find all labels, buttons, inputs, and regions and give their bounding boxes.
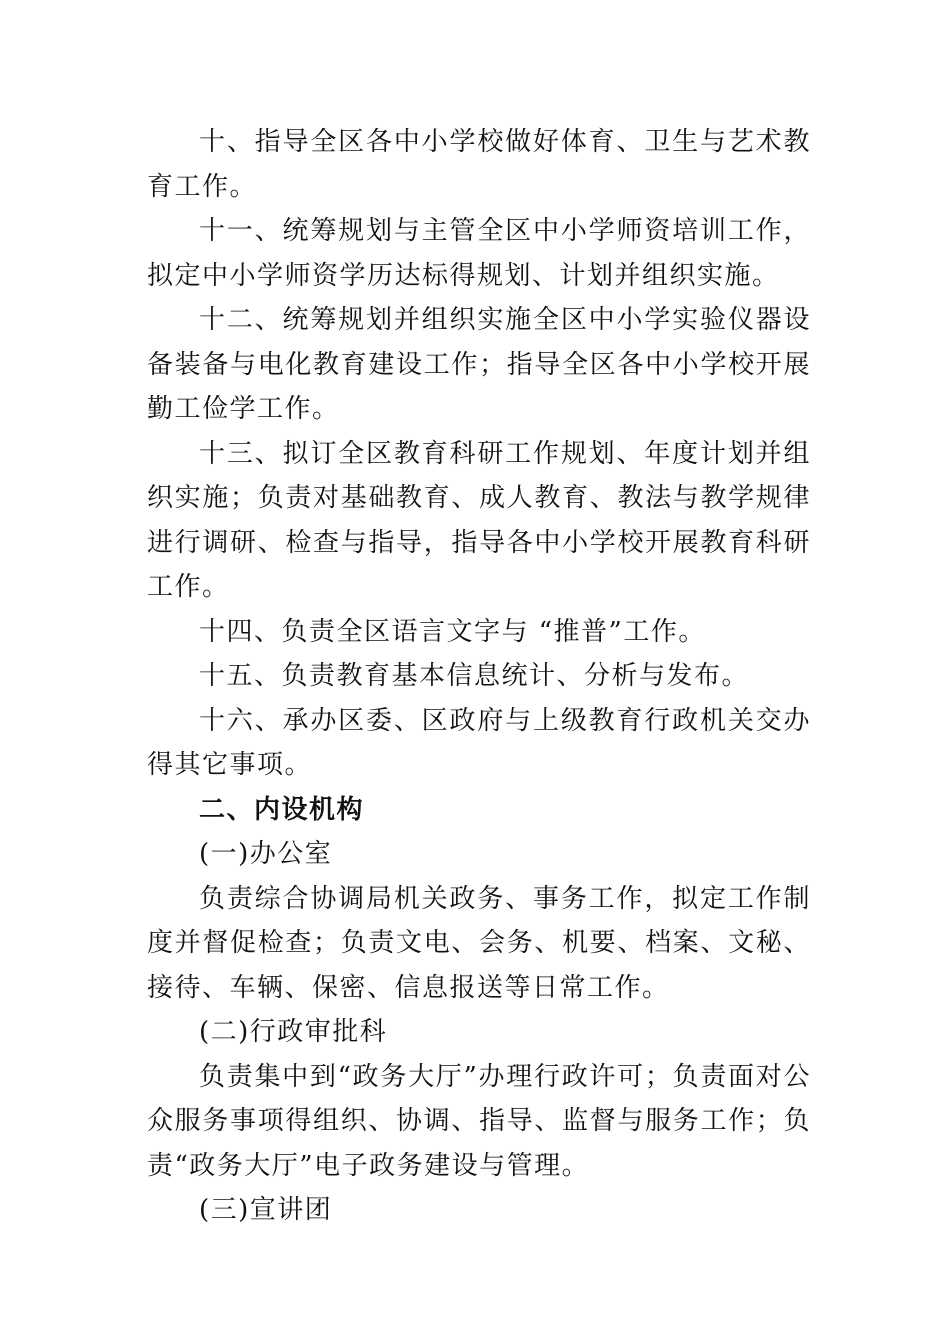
- paragraph-item-12: 十二、统筹规划并组织实施全区中小学实验仪器设备装备与电化教育建设工作；指导全区各中小学校开展勤工俭学工作。: [147, 305, 811, 424]
- paragraph-item-11: 十一、统筹规划与主管全区中小学师资培训工作，拟定中小学师资学历达标得规划、计划并组织实施。: [147, 216, 811, 291]
- subsection-lecture-group: (三)宣讲团: [199, 1195, 333, 1225]
- section-heading: 二、内设机构: [199, 794, 365, 825]
- paragraph-office: 负责综合协调局机关政务、事务工作，拟定工作制度并督促检查；负责文电、会务、机要、档案、文秘、接待、车辆、保密、信息报送等日常工作。: [147, 883, 811, 1003]
- paragraph-item-15: 十五、负责教育基本信息统计、分析与发布。: [199, 661, 750, 691]
- paragraph-item-13: 十三、拟订全区教育科研工作规划、年度计划并组织实施；负责对基础教育、成人教育、教法与教学规律进行调研、检查与指导，指导各中小学校开展教育科研工作。: [147, 438, 811, 602]
- subsection-office: (一)办公室: [199, 839, 333, 869]
- paragraph-item-14: 十四、负责全区语言文字与 “推普”工作。: [199, 616, 706, 647]
- paragraph-item-10: 十、指导全区各中小学校做好体育、卫生与艺术教育工作。: [147, 127, 811, 202]
- subsection-admin-approval: (二)行政审批科: [199, 1017, 388, 1047]
- paragraph-admin-approval: 负责集中到“政务大厅”办理行政许可；负责面对公众服务事项得组织、协调、指导、监督与服务工作；负责“政务大厅”电子政务建设与管理。: [147, 1061, 811, 1181]
- paragraph-item-16: 十六、承办区委、区政府与上级教育行政机关交办得其它事项。: [147, 705, 811, 780]
- document-page: [147, 120, 811, 1233]
